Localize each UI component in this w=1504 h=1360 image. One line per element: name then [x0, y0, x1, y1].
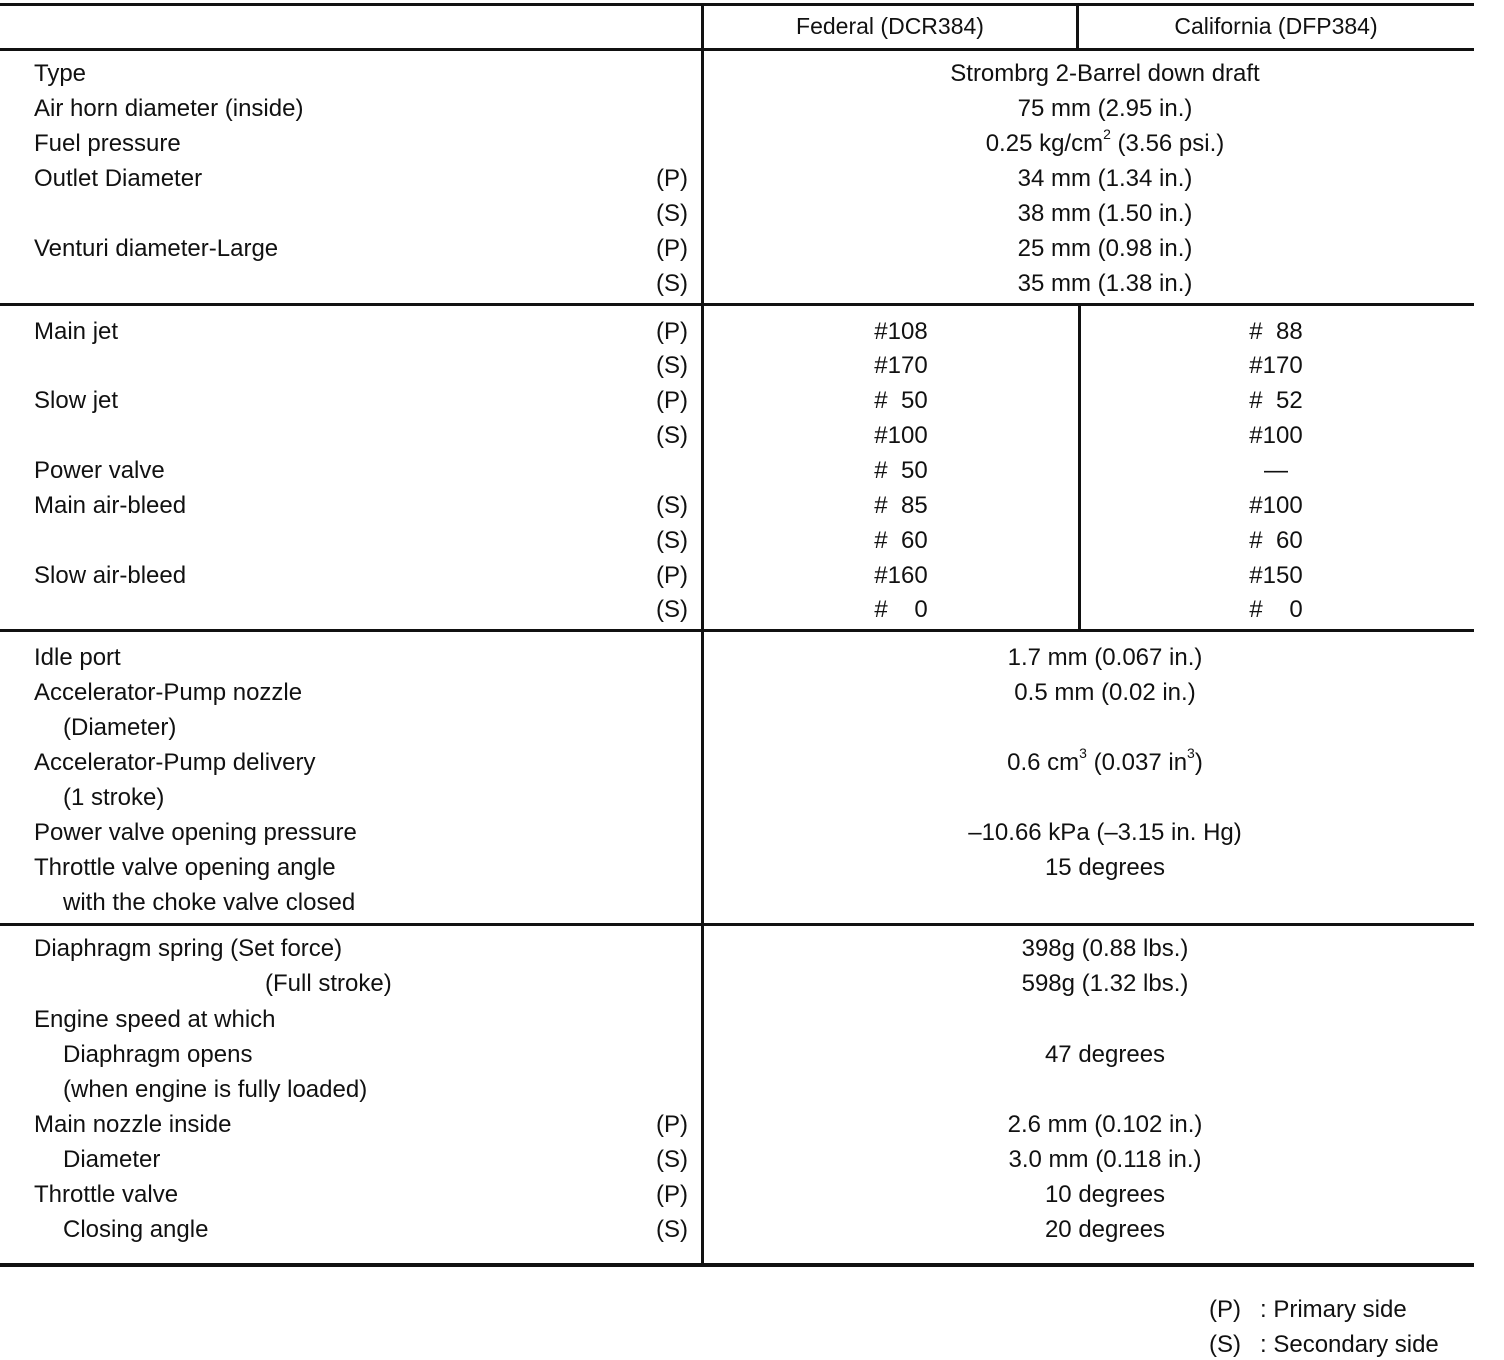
engine-speed-value: 47 degrees: [1044, 1041, 1166, 1068]
slow-jet-primary-california: # 52: [1249, 387, 1303, 414]
main-jet-primary-california: # 88: [1249, 318, 1303, 345]
closing-angle-secondary-value: 20 degrees: [1044, 1216, 1166, 1243]
type-value: Strombrg 2-Barrel down draft: [950, 60, 1260, 87]
main-nozzle-label: Main nozzle inside: [34, 1111, 232, 1138]
main-air-bleed-label: Main air-bleed: [34, 492, 187, 519]
idle-port-value: 1.7 mm (0.067 in.): [1007, 644, 1203, 671]
venturi-primary-value: 25 mm (0.98 in.): [1017, 235, 1193, 262]
main-air-bleed-secondary2-federal: # 60: [874, 527, 928, 554]
pump-nozzle-sublabel: (Diameter): [63, 714, 177, 741]
legend-primary-key: (P): [1209, 1296, 1241, 1323]
throttle-valve-label: Throttle valve: [34, 1181, 179, 1208]
section2-bottom-rule: [0, 629, 1474, 632]
table-bottom-rule: [0, 1263, 1474, 1267]
main-air-bleed-secondary2-tag: (S): [656, 527, 688, 554]
power-valve-opening-value: –10.66 kPa (–3.15 in. Hg): [968, 819, 1242, 846]
header-california: California (DFP384): [1174, 13, 1378, 39]
diaphragm-spring-value: 398g (0.88 lbs.): [1021, 935, 1189, 962]
type-label: Type: [34, 60, 87, 87]
diaphragm-spring-label: Diaphragm spring (Set force): [34, 935, 343, 962]
outlet-diameter-label: Outlet Diameter: [34, 165, 203, 192]
throttle-valve-primary-tag: (P): [656, 1181, 688, 1208]
throttle-opening-angle-value: 15 degrees: [1044, 854, 1166, 881]
main-air-bleed-secondary1-federal: # 85: [874, 492, 928, 519]
main-air-bleed-secondary1-tag: (S): [656, 492, 688, 519]
header-bottom-rule: [0, 48, 1474, 51]
closing-angle-label: Closing angle: [63, 1216, 209, 1243]
pump-delivery-label: Accelerator-Pump delivery: [34, 749, 316, 776]
main-jet-label: Main jet: [34, 318, 119, 345]
slow-jet-primary-federal: # 50: [874, 387, 928, 414]
engine-speed-label: Engine speed at which: [34, 1006, 276, 1033]
section1-bottom-rule: [0, 303, 1474, 306]
full-stroke-label: (Full stroke): [265, 970, 392, 997]
header-federal: Federal (DCR384): [796, 13, 984, 39]
venturi-label: Venturi diameter-Large: [34, 235, 279, 262]
main-jet-secondary-california: #170: [1249, 352, 1303, 379]
pump-nozzle-value: 0.5 mm (0.02 in.): [1014, 679, 1196, 706]
slow-air-bleed-secondary-tag: (S): [656, 596, 688, 623]
closing-angle-secondary-tag: (S): [656, 1216, 688, 1243]
slow-jet-primary-tag: (P): [656, 387, 688, 414]
venturi-secondary-tag: (S): [656, 270, 688, 297]
legend-secondary-key: (S): [1209, 1331, 1241, 1358]
throttle-opening-angle-sublabel: with the choke valve closed: [63, 889, 356, 916]
outlet-primary-tag: (P): [656, 165, 688, 192]
section3-bottom-rule: [0, 923, 1474, 926]
slow-air-bleed-primary-federal: #160: [874, 562, 928, 589]
main-air-bleed-secondary1-california: #100: [1249, 492, 1303, 519]
slow-air-bleed-label: Slow air-bleed: [34, 562, 187, 589]
slow-air-bleed-secondary-federal: # 0: [874, 596, 928, 623]
outlet-secondary-tag: (S): [656, 200, 688, 227]
main-nozzle-primary-tag: (P): [656, 1111, 688, 1138]
slow-jet-secondary-california: #100: [1249, 422, 1303, 449]
main-jet-secondary-tag: (S): [656, 352, 688, 379]
outlet-primary-value: 34 mm (1.34 in.): [1017, 165, 1193, 192]
main-nozzle-sublabel: Diameter: [63, 1146, 161, 1173]
main-nozzle-secondary-tag: (S): [656, 1146, 688, 1173]
venturi-primary-tag: (P): [656, 235, 688, 262]
power-valve-opening-label: Power valve opening pressure: [34, 819, 357, 846]
pump-nozzle-label: Accelerator-Pump nozzle: [34, 679, 303, 706]
air-horn-value: 75 mm (2.95 in.): [1017, 95, 1193, 122]
label-column-divider: [701, 3, 704, 1265]
main-jet-primary-tag: (P): [656, 318, 688, 345]
power-valve-california: —: [1264, 457, 1288, 484]
fuel-pressure-label: Fuel pressure: [34, 130, 181, 157]
air-horn-label: Air horn diameter (inside): [34, 95, 304, 122]
main-jet-primary-federal: #108: [874, 318, 928, 345]
slow-air-bleed-primary-tag: (P): [656, 562, 688, 589]
pump-delivery-sublabel: (1 stroke): [63, 784, 165, 811]
slow-jet-secondary-tag: (S): [656, 422, 688, 449]
main-nozzle-primary-value: 2.6 mm (0.102 in.): [1007, 1111, 1203, 1138]
full-stroke-value: 598g (1.32 lbs.): [1021, 970, 1189, 997]
main-air-bleed-secondary2-california: # 60: [1249, 527, 1303, 554]
power-valve-label: Power valve: [34, 457, 165, 484]
header-column-divider: [1076, 3, 1079, 50]
main-nozzle-secondary-value: 3.0 mm (0.118 in.): [1008, 1146, 1202, 1173]
idle-port-label: Idle port: [34, 644, 121, 671]
power-valve-federal: # 50: [874, 457, 928, 484]
engine-speed-note: (when engine is fully loaded): [63, 1076, 368, 1103]
slow-air-bleed-secondary-california: # 0: [1249, 596, 1303, 623]
outlet-secondary-value: 38 mm (1.50 in.): [1017, 200, 1193, 227]
slow-jet-label: Slow jet: [34, 387, 119, 414]
throttle-opening-angle-label: Throttle valve opening angle: [34, 854, 336, 881]
slow-jet-secondary-federal: #100: [874, 422, 928, 449]
fuel-pressure-value: 0.25 $kg/cm^2$ (3.56 psi.): [985, 126, 1225, 157]
legend-secondary-text: : Secondary side: [1260, 1331, 1439, 1358]
throttle-valve-primary-value: 10 degrees: [1044, 1181, 1166, 1208]
engine-speed-sublabel: Diaphragm opens: [63, 1041, 253, 1068]
slow-air-bleed-primary-california: #150: [1249, 562, 1303, 589]
main-jet-secondary-federal: #170: [874, 352, 928, 379]
pump-delivery-value: 0.6 $cm^3$ (0.037 $in^3$): [1007, 745, 1203, 776]
table-top-rule: [0, 3, 1474, 6]
venturi-secondary-value: 35 mm (1.38 in.): [1017, 270, 1193, 297]
legend-primary-text: : Primary side: [1260, 1296, 1407, 1323]
